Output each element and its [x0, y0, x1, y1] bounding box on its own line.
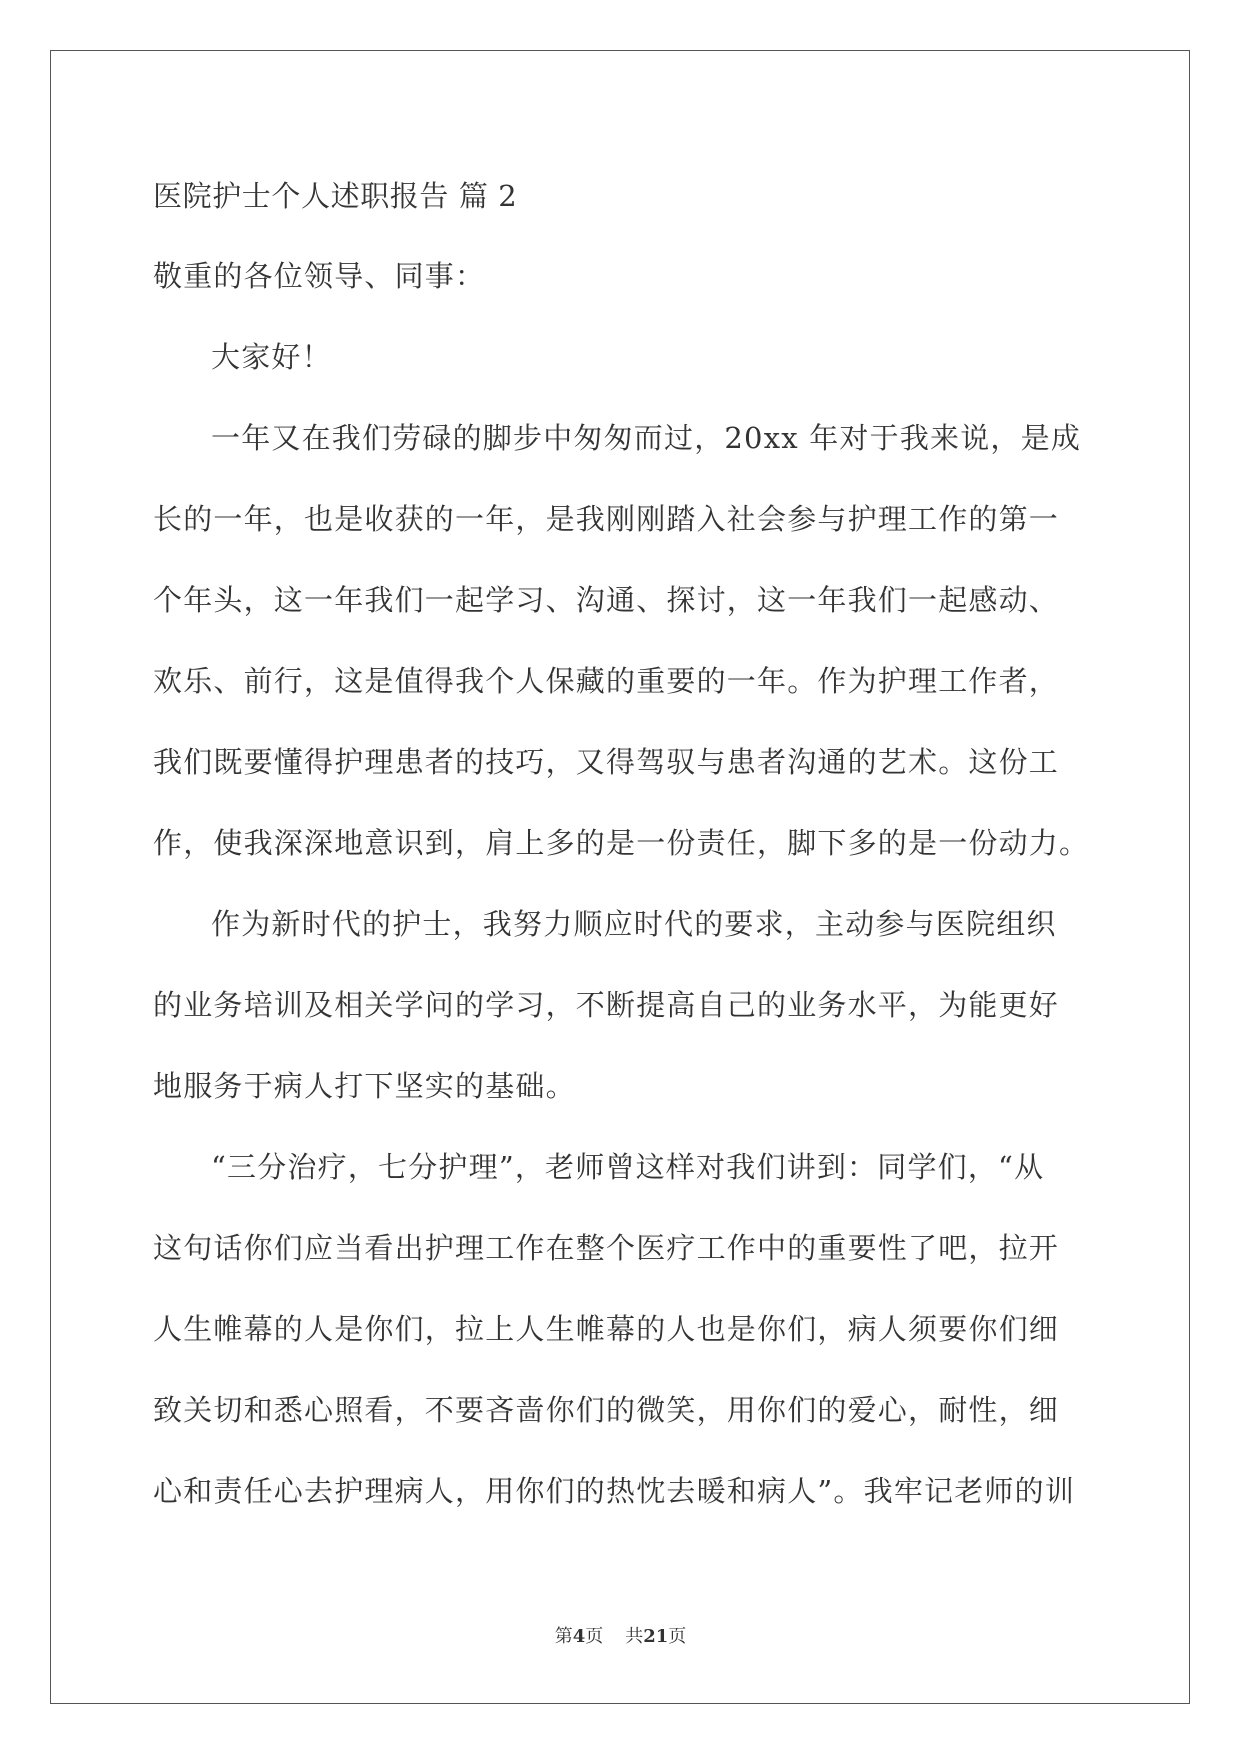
- body-line: 作，使我深深地意识到，肩上多的是一份责任，脚下多的是一份动力。: [153, 826, 1090, 860]
- body-line: 作为新时代的护士，我努力顺应时代的要求，主动参与医院组织: [211, 907, 1057, 941]
- page-prefix: 第: [554, 1626, 573, 1647]
- body-line: 心和责任心去护理病人，用你们的热忱去暖和病人”。我牢记老师的训: [153, 1474, 1076, 1508]
- total-pages: 21: [643, 1626, 669, 1647]
- total-prefix: 共: [625, 1626, 644, 1647]
- total-suffix: 页: [668, 1626, 687, 1647]
- page-frame: [50, 50, 1190, 1704]
- body-line: 地服务于病人打下坚实的基础。: [153, 1069, 576, 1103]
- page-number: 4: [572, 1626, 586, 1647]
- body-line: 长的一年，也是收获的一年，是我刚刚踏入社会参与护理工作的第一: [153, 502, 1060, 536]
- salutation: 敬重的各位领导、同事：: [153, 259, 486, 293]
- body-line: 人生帷幕的人是你们，拉上人生帷幕的人也是你们，病人须要你们细: [153, 1312, 1060, 1346]
- body-line: 致关切和悉心照看，不要吝啬你们的微笑，用你们的爱心，耐性，细: [153, 1393, 1060, 1427]
- greeting: 大家好！: [211, 340, 332, 374]
- body-line: 个年头，这一年我们一起学习、沟通、探讨，这一年我们一起感动、: [153, 583, 1060, 617]
- body-line: 欢乐、前行，这是值得我个人保藏的重要的一年。作为护理工作者，: [153, 664, 1060, 698]
- page-footer: [0, 1625, 1241, 1649]
- body-line: 这句话你们应当看出护理工作在整个医疗工作中的重要性了吧，拉开: [153, 1231, 1060, 1265]
- body-line: 的业务培训及相关学问的学习，不断提高自己的业务水平，为能更好: [153, 988, 1060, 1022]
- page-mid: 页: [585, 1626, 604, 1647]
- body-line: “三分治疗，七分护理”，老师曾这样对我们讲到：同学们，“从: [211, 1150, 1045, 1184]
- body-line: 我们既要懂得护理患者的技巧，又得驾驭与患者沟通的艺术。这份工: [153, 745, 1060, 779]
- body-line: 一年又在我们劳碌的脚步中匆匆而过，20xx 年对于我来说，是成: [211, 421, 1082, 455]
- document-title: 医院护士个人述职报告 篇 2: [153, 179, 518, 213]
